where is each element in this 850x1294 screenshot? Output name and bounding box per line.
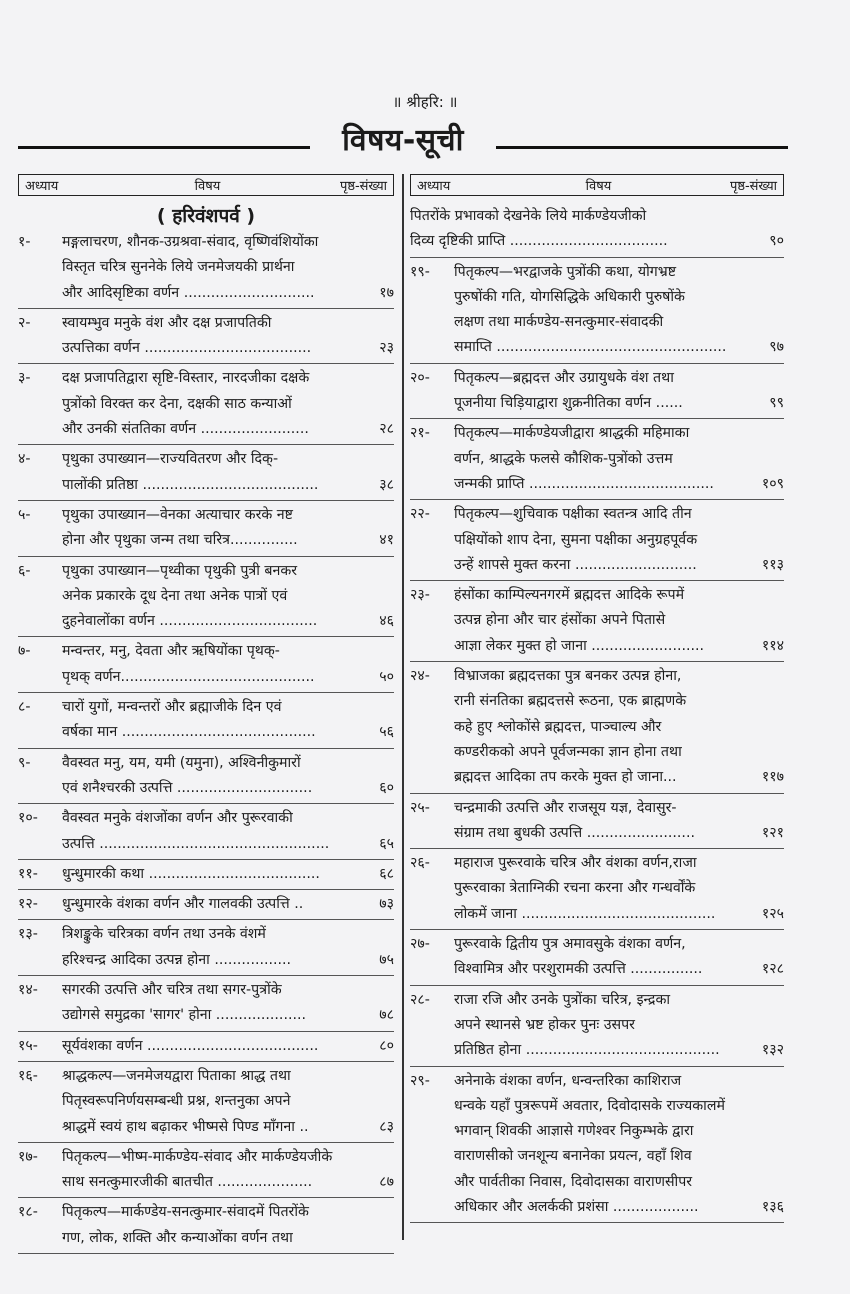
entry-page-number: ७५ [379,951,394,968]
entry-text: हंसोंका काम्पिल्यनगरमें ब्रह्मदत्त आदिके रूपमें [454,587,685,604]
entry-line [62,806,394,831]
entry-text: धुन्धुमारके वंशका वर्णन और गालवकी उत्पत्ति .. [62,896,304,913]
entry-body [454,664,784,790]
entry-page-number: ८३ [379,1118,394,1135]
entry-text: समाप्ति ................................................... [454,339,727,356]
toc-entry [410,1069,784,1224]
entry-body [62,978,394,1029]
entry-body [62,1034,394,1059]
entry-body [454,988,784,1064]
entry-text: चारों युगों, मन्वन्तरों और ब्रह्माजीके दिन एवं [62,699,282,716]
entry-line [454,335,784,360]
entry-body [62,639,394,690]
entry-page-number: ६० [379,779,394,796]
entry-body [62,922,394,973]
entry-number: ९- [18,754,31,771]
entry-line [454,1094,784,1119]
entry-page-number: १२५ [761,905,784,922]
entry-text: धुन्धुमारकी कथा ...................................... [62,865,320,882]
header-page: पृष्ठ-संख्या [729,179,777,194]
entry-line [62,832,394,857]
entry-number: २६- [410,855,430,872]
left-column-header [18,174,394,196]
entry-text: पृथुका उपाख्यान—वेनका अत्याचार करके नष्ट [62,506,293,523]
entry-line [62,665,394,690]
entry-body [454,932,784,983]
entry-body [62,1200,394,1251]
entry-text: दुहनेवालोंका वर्णन ................................... [62,613,318,630]
entry-text: भगवान् शिवकी आज्ञासे गणेश्वर निकुम्भके द्वारा [454,1123,694,1140]
entry-body [62,1064,394,1140]
entry-line [454,1195,784,1220]
toc-entry [18,922,394,976]
entry-text: कहे हुए श्लोकोंसे ब्रह्मदत्त, पाञ्चाल्य और [454,718,662,735]
entry-line [62,1115,394,1140]
toc-entry [18,559,394,638]
entry-text: श्राद्धमें स्वयं हाथ बढ़ाकर भीष्मसे पिण्ड माँगना .. [62,1118,309,1135]
entry-number: १०- [18,810,38,827]
entry-text: उन्हें शापसे मुक्त करना ........................... [454,556,697,573]
entry-body [62,862,394,887]
entry-page-number: ११४ [761,637,784,654]
entry-page-number: ७८ [379,1007,394,1024]
toc-entry [18,366,394,445]
entry-line [454,608,784,633]
entry-text: पृथुका उपाख्यान—राज्यवितरण और दिक्- [62,451,279,468]
entry-page-number: ६८ [379,865,394,882]
toc-entry [18,1064,394,1143]
entry-body [454,260,784,361]
right-column-header [410,174,784,196]
entry-text: विभ्राजका ब्रह्मदत्तका पुत्र बनकर उत्पन्न होना, [454,668,682,685]
entry-text: सगरकी उत्पत्ति और चरित्र तथा सगर-पुत्रोंके [62,982,282,999]
entry-number: १३- [18,926,38,943]
entry-page-number: ८७ [379,1174,394,1191]
entry-number: २१- [410,425,430,442]
toc-entry [410,366,784,420]
entry-page-number: २३ [379,340,394,357]
entry-number: १६- [18,1067,38,1084]
entry-line [454,1144,784,1169]
entry-body [454,502,784,578]
right-column [410,174,784,1225]
entry-line [454,1038,784,1063]
entry-line [62,311,394,336]
entry-page-number: ११३ [761,556,784,573]
entry-line [410,229,784,254]
entry-line [62,392,394,417]
entry-text: पुरूरवाका त्रेताग्निकी रचना करना और गन्धर्वोंके [454,880,696,897]
entry-line [454,740,784,765]
entry-text: स्वायम्भुव मनुके वंश और दक्ष प्रजापतिकी [62,314,272,331]
toc-entry [410,204,784,258]
entry-line [454,1013,784,1038]
right-entry-list [410,204,784,1223]
entry-body [62,751,394,802]
entry-line [62,639,394,664]
entry-line [454,421,784,446]
entry-text: राजा रजि और उनके पुत्रोंका चरित्र, इन्द्रका [454,991,671,1008]
toc-entry [410,664,784,793]
entry-line [454,689,784,714]
entry-text: पृथुका उपाख्यान—पृथ्वीका पृथुकी पुत्री बनकर [62,562,298,579]
entry-text: आज्ञा लेकर मुक्त हो जाना ......................... [454,637,705,654]
entry-line [62,559,394,584]
entry-page-number: १२८ [761,961,784,978]
entry-page-number: ११७ [761,769,784,786]
entry-body [62,503,394,554]
entry-body [62,1145,394,1196]
entry-text: पुत्रोंको विरक्त कर देना, दक्षकी साठ कन्याओं [62,395,292,412]
entry-text: पक्षियोंको शाप देना, सुमना पक्षीका अनुग्रहपूर्वक [454,531,698,548]
entry-text: होना और पृथुका जन्म तथा चरित्र............... [62,532,298,549]
entry-line [62,366,394,391]
entry-line [62,978,394,1003]
entry-line [454,366,784,391]
entry-number: २९- [410,1072,430,1089]
entry-text: वर्णन, श्राद्धके फलसे कौशिक-पुत्रोंको उत्तम [454,450,673,467]
entry-text: उद्योगसे समुद्रका 'सागर' होना .................... [62,1007,306,1024]
entry-body [454,851,784,927]
entry-line [62,503,394,528]
entry-text: प्रतिष्ठित होना ........................................... [454,1042,720,1059]
entry-number: ११- [18,865,38,882]
entry-text: पालोंकी प्रतिष्ठा ....................................... [62,476,319,493]
entry-text: सूर्यवंशका वर्णन ...................................... [62,1037,319,1054]
entry-text: उत्पन्न होना और चार हंसोंका अपने पितासे [454,612,666,629]
entry-line [62,584,394,609]
entry-line [62,336,394,361]
entry-line [454,634,784,659]
entry-text: पितरोंके प्रभावको देखनेके लिये मार्कण्डेयजीको [410,208,647,224]
entry-line [62,255,394,280]
entry-line [62,473,394,498]
entry-line [62,892,394,917]
toc-entry [410,932,784,986]
entry-number: २३- [410,587,430,604]
entry-text: रानी संनतिका ब्रह्मदत्तसे रूठना, एक ब्राह्मणके [454,693,687,710]
entry-line [454,851,784,876]
entry-page-number: ४१ [379,532,394,549]
entry-number: १२- [18,896,38,913]
entry-line [62,695,394,720]
entry-line [62,447,394,472]
toc-entry [18,447,394,501]
entry-text: श्राद्धकल्प—जनमेजयद्वारा पिताका श्राद्ध तथा [62,1067,291,1084]
toc-entry [18,503,394,557]
title-row [18,118,788,164]
entry-number: २०- [410,369,430,386]
entry-body [454,366,784,417]
entry-line [454,715,784,740]
entry-page-number: ५६ [379,724,394,741]
entry-text: अनेनाके वंशका वर्णन, धन्वन्तरिका काशिराज [454,1072,682,1089]
entry-line [62,720,394,745]
entry-line [454,988,784,1013]
entry-line [62,1064,394,1089]
entry-text: कण्डरीकको अपने पूर्वजन्मका ज्ञान होना तथा [454,743,682,760]
entry-page-number: ९० [769,233,784,250]
entry-line [62,751,394,776]
entry-text: विस्तृत चरित्र सुननेके लिये जनमेजयकी प्रार्थना [62,259,295,276]
entry-line [454,1170,784,1195]
toc-entry [410,851,784,930]
entry-text: वाराणसीको जनशून्य बनानेका प्रयत्न, वहाँ शिव [454,1148,692,1165]
entry-number: २५- [410,799,430,816]
entry-text: संग्राम तथा बुधकी उत्पत्ति ........................ [454,824,695,841]
toc-entry [18,978,394,1032]
toc-entry [410,421,784,500]
toc-entry [18,311,394,365]
toc-entry [18,695,394,749]
entry-line [454,285,784,310]
toc-entry [410,796,784,850]
entry-page-number: १३२ [761,1042,784,1059]
entry-line [454,957,784,982]
entry-number: १५- [18,1037,38,1054]
entry-body [454,1069,784,1221]
entry-line [454,391,784,416]
entry-line [454,583,784,608]
entry-line [62,609,394,634]
entry-line [454,932,784,957]
entry-page-number: १७ [379,284,394,301]
entry-page-number: ५० [379,668,394,685]
entry-text: पितृस्वरूपनिर्णयसम्बन्धी प्रश्न, शन्तनुका अपने [62,1093,291,1110]
entry-line [410,204,784,229]
entry-line [454,502,784,527]
entry-text: वैवस्वत मनुके वंशजोंका वर्णन और पुरूरवाकी [62,810,293,827]
entry-page-number: ७३ [379,896,394,913]
entry-line [62,1226,394,1251]
entry-text: पितृकल्प—भीष्म-मार्कण्डेय-संवाद और मार्कण्डेयजीके [62,1148,333,1165]
toc-entry [18,1034,394,1062]
toc-entry [410,502,784,581]
entry-number: १८- [18,1204,38,1221]
entry-line [62,417,394,442]
left-entry-list [18,230,394,1254]
entry-text: लक्षण तथा मार्कण्डेय-सनत्कुमार-संवादकी [454,314,664,331]
entry-text: मङ्गलाचरण, शौनक-उग्रश्रवा-संवाद, वृष्णिवंशियोंका [62,234,319,250]
entry-line [62,948,394,973]
entry-page-number: ४६ [379,613,394,630]
entry-body [62,366,394,442]
entry-text: पृथक् वर्णन........................................... [62,668,315,685]
entry-line [62,1200,394,1225]
entry-line [62,230,394,255]
entry-page-number: ३८ [379,476,394,493]
page-title: विषय-सूची [342,123,464,158]
title-rule-right [496,146,788,149]
entry-line [454,260,784,285]
entry-number: १- [18,234,31,250]
entry-body [62,230,394,306]
entry-text: पितृकल्प—भरद्वाजके पुत्रोंकी कथा, योगभ्रष्ट [454,263,677,280]
entry-text: पुरुषोंकी गति, योगसिद्धिके अधिकारी पुरुषोंके [454,288,685,305]
entry-line [62,281,394,306]
entry-line [62,1089,394,1114]
entry-page-number: २८ [379,421,394,438]
entry-body [62,806,394,857]
header-vishay: विषय [585,179,612,194]
entry-text: पितृकल्प—शुचिवाक पक्षीका स्वतन्त्र आदि तीन [454,506,692,523]
header-adhyay: अध्याय [25,179,59,194]
entry-line [454,664,784,689]
entry-number: ३- [18,370,31,387]
entry-number: १७- [18,1148,38,1165]
entry-line [62,1003,394,1028]
toc-entry [18,806,394,860]
entry-body [62,447,394,498]
entry-text: और पार्वतीका निवास, दिवोदासका वाराणसीपर [454,1173,693,1190]
entry-text: वैवस्वत मनु, यम, यमी (यमुना), अश्विनीकुमारों [62,754,301,771]
entry-text: और उनकी संततिका वर्णन ........................ [62,421,309,438]
entry-number: ५- [18,506,31,523]
entry-body [410,204,784,255]
entry-page-number: ८० [379,1037,394,1054]
entry-body [62,559,394,635]
entry-text: गण, लोक, शक्ति और कन्याओंका वर्णन तथा [62,1229,293,1246]
toc-entry [18,751,394,805]
entry-body [62,892,394,917]
entry-text: पुरूरवाके द्वितीय पुत्र अमावसुके वंशका वर्णन, [454,936,686,953]
entry-number: २७- [410,936,430,953]
entry-text: पितृकल्प—ब्रह्मदत्त और उग्रायुधके वंश तथा [454,369,674,386]
entry-body [62,311,394,362]
left-column [18,174,394,1256]
entry-line [62,1034,394,1059]
entry-text: महाराज पुरूरवाके चरित्र और वंशका वर्णन,राजा [454,855,697,872]
entry-line [454,796,784,821]
entry-text: त्रिशङ्कुके चरित्रका वर्णन तथा उनके वंशमें [62,926,266,943]
entry-text: पितृकल्प—मार्कण्डेयजीद्वारा श्राद्धकी महिमाका [454,425,690,442]
toc-entry [18,230,394,309]
toc-entry [18,1200,394,1254]
entry-page-number: १३६ [761,1198,784,1215]
header-vishay: विषय [194,179,221,194]
entry-line [454,528,784,553]
entry-line [454,1119,784,1144]
entry-number: ६- [18,562,31,579]
toc-entry [410,260,784,364]
toc-entry [18,639,394,693]
entry-text: धन्वके यहाँ पुत्ररूपमें अवतार, दिवोदासके राज्यकालमें [454,1097,725,1114]
toc-entry [410,583,784,662]
entry-line [454,1069,784,1094]
entry-page-number: १०९ [761,475,784,492]
entry-text: विश्वामित्र और परशुरामकी उत्पत्ति ................ [454,961,703,978]
entry-number: ८- [18,699,31,716]
entry-text: हरिश्चन्द्र आदिका उत्पन्न होना ................. [62,951,292,968]
entry-line [62,1170,394,1195]
entry-text: पितृकल्प—मार्कण्डेय-सनत्कुमार-संवादमें पितरोंके [62,1204,309,1221]
header-adhyay: अध्याय [417,179,451,194]
entry-line [62,922,394,947]
entry-line [454,310,784,335]
entry-page-number: ९९ [769,395,784,412]
entry-line [62,776,394,801]
toc-entry [410,988,784,1067]
toc-entry [18,862,394,890]
header-page: पृष्ठ-संख्या [339,179,387,194]
entry-text: दिव्य दृष्टिकी प्राप्ति ................................... [410,233,668,250]
entry-number: २- [18,314,31,331]
entry-number: ७- [18,643,31,660]
entry-page-number: ६५ [379,835,394,852]
invocation: ॥ श्रीहरि: ॥ [392,93,458,111]
entry-line [62,862,394,887]
entry-text: अपने स्थानसे भ्रष्ट होकर पुनः उसपर [454,1016,635,1033]
entry-body [454,796,784,847]
toc-entry [18,892,394,920]
entry-text: चन्द्रमाकी उत्पत्ति और राजसूय यज्ञ, देवासुर- [454,799,677,816]
entry-text: ब्रह्मदत्त आदिका तप करके मुक्त हो जाना... [454,769,677,786]
entry-line [454,902,784,927]
entry-text: मन्वन्तर, मनु, देवता और ऋषियोंका पृथक्- [62,643,280,660]
entry-text: एवं शनैश्चरकी उत्पत्ति .............................. [62,779,313,796]
entry-number: २४- [410,668,430,685]
entry-text: और आदिसृष्टिका वर्णन ............................. [62,284,315,301]
entry-number: २८- [410,991,430,1008]
entry-text: साथ सनत्कुमारजीकी बातचीत ..................... [62,1174,313,1191]
entry-number: १४- [18,982,38,999]
entry-body [62,695,394,746]
entry-number: ४- [18,451,31,468]
entry-line [454,472,784,497]
section-title: ( हरिवंशपर्व ) [156,205,256,227]
entry-line [454,447,784,472]
entry-text: दक्ष प्रजापतिद्वारा सृष्टि-विस्तार, नारदजीका दक्षके [62,370,310,387]
entry-text: वर्षका मान ........................................... [62,724,316,741]
entry-number: १९- [410,263,430,280]
entry-line [454,821,784,846]
entry-text: उत्पत्तिका वर्णन ..................................... [62,340,312,357]
entry-number: २२- [410,506,430,523]
entry-line [454,765,784,790]
entry-text: अधिकार और अलर्ककी प्रशंसा ................... [454,1198,699,1215]
toc-entry [18,1145,394,1199]
entry-line [454,553,784,578]
entry-text: अनेक प्रकारके दूध देना तथा अनेक पात्रों एवं [62,587,288,604]
entry-line [62,528,394,553]
entry-page-number: ९७ [769,339,784,356]
entry-text: उत्पत्ति ................................................... [62,835,330,852]
entry-page-number: १२१ [761,824,784,841]
entry-line [62,1145,394,1170]
entry-text: पूजनीया चिड़ियाद्वारा शुक्रनीतिका वर्णन ...... [454,395,683,412]
column-divider [402,174,404,1240]
entry-text: जन्मकी प्राप्ति ......................................... [454,475,714,492]
entry-body [454,421,784,497]
entry-text: लोकमें जाना ........................................... [454,905,716,922]
entry-body [454,583,784,659]
entry-line [454,876,784,901]
